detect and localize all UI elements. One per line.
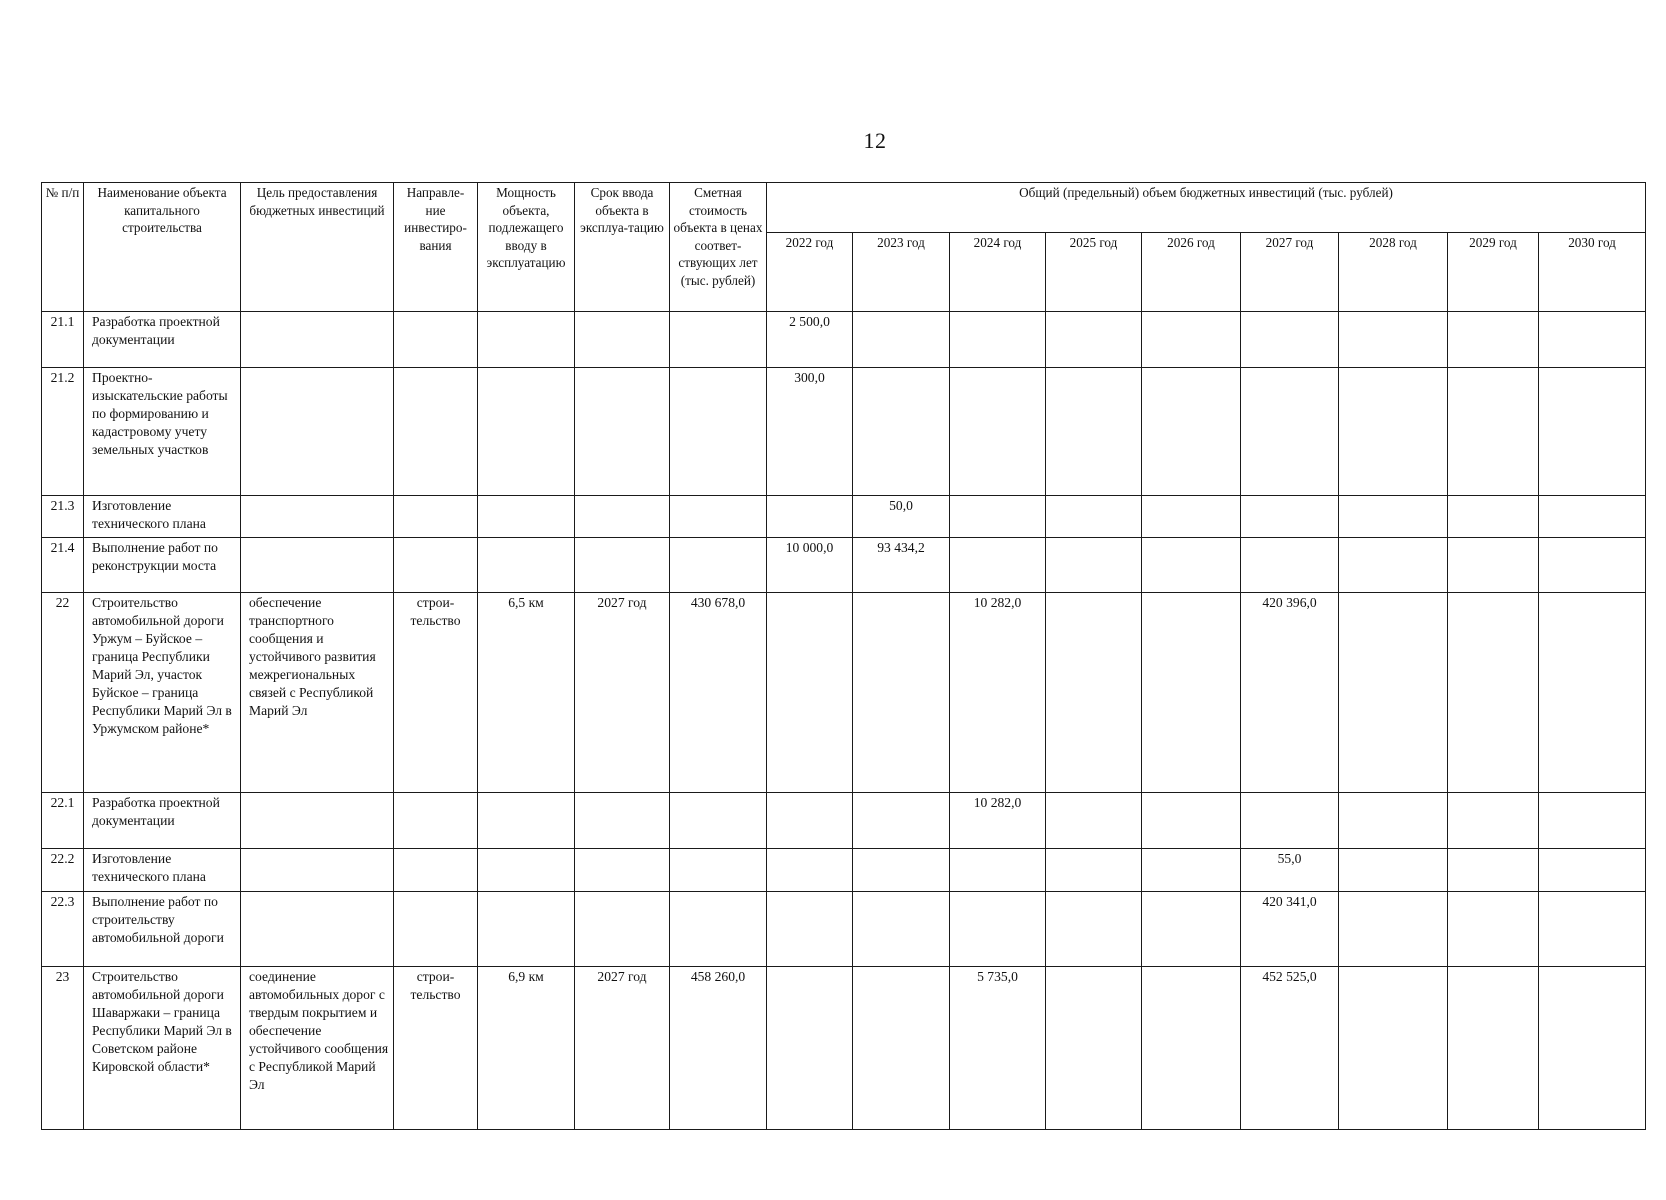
year-value: 452 525,0 <box>1241 967 1339 1130</box>
header-capacity: Мощность объекта, подлежащего вводу в эксплуатацию <box>478 183 575 312</box>
investment-goal <box>241 849 394 892</box>
object-name: Разработка проектной документации <box>84 793 241 849</box>
estimated-cost <box>670 793 767 849</box>
year-value <box>1448 892 1539 967</box>
row-number: 22 <box>42 593 84 793</box>
investment-goal <box>241 312 394 368</box>
year-value <box>950 849 1046 892</box>
year-value <box>1046 312 1142 368</box>
object-name: Изготовление технического плана <box>84 849 241 892</box>
year-value <box>950 368 1046 496</box>
investment-direction <box>394 538 478 593</box>
year-value <box>1046 892 1142 967</box>
year-value <box>950 496 1046 538</box>
year-value <box>767 892 853 967</box>
year-value <box>1539 849 1646 892</box>
commissioning-term <box>575 538 670 593</box>
header-year: 2027 год <box>1241 233 1339 312</box>
year-value: 93 434,2 <box>853 538 950 593</box>
header-object-name: Наименование объекта капитального строительства <box>84 183 241 312</box>
year-value <box>1142 496 1241 538</box>
year-value <box>1339 312 1448 368</box>
investment-direction <box>394 368 478 496</box>
year-value <box>1046 849 1142 892</box>
header-year: 2030 год <box>1539 233 1646 312</box>
estimated-cost: 430 678,0 <box>670 593 767 793</box>
year-value <box>1142 593 1241 793</box>
investment-direction: строи-тельство <box>394 593 478 793</box>
year-value <box>1539 967 1646 1130</box>
table-header <box>42 183 1646 312</box>
estimated-cost <box>670 496 767 538</box>
object-name: Строительство автомобильной дороги Шаваржаки – граница Республики Марий Эл в Советском районе Кировской области* <box>84 967 241 1130</box>
table-row <box>42 892 1646 967</box>
year-value <box>1241 538 1339 593</box>
year-value <box>853 892 950 967</box>
year-value <box>1539 538 1646 593</box>
year-value <box>1142 368 1241 496</box>
year-value <box>1241 368 1339 496</box>
year-value: 2 500,0 <box>767 312 853 368</box>
year-value <box>1339 368 1448 496</box>
row-number: 21.2 <box>42 368 84 496</box>
year-value <box>767 849 853 892</box>
commissioning-term <box>575 892 670 967</box>
header-year: 2028 год <box>1339 233 1448 312</box>
header-commissioning-term: Срок ввода объекта в эксплуа-тацию <box>575 183 670 312</box>
investment-goal: соединение автомобильных дорог с твердым покрытием и обеспечение устойчивого сообщения с Республикой Марий Эл <box>241 967 394 1130</box>
object-name: Выполнение работ по строительству автомобильной дороги <box>84 892 241 967</box>
object-name: Выполнение работ по реконструкции моста <box>84 538 241 593</box>
year-value: 300,0 <box>767 368 853 496</box>
row-number: 21.4 <box>42 538 84 593</box>
header-estimated-cost: Сметная стоимость объекта в ценах соответ-ствующих лет (тыс. рублей) <box>670 183 767 312</box>
investment-goal <box>241 538 394 593</box>
year-value <box>767 496 853 538</box>
estimated-cost <box>670 538 767 593</box>
investment-direction <box>394 892 478 967</box>
year-value <box>1339 892 1448 967</box>
object-capacity <box>478 538 575 593</box>
investment-goal <box>241 793 394 849</box>
year-value <box>1142 849 1241 892</box>
estimated-cost <box>670 849 767 892</box>
year-value <box>1142 967 1241 1130</box>
year-value <box>1448 538 1539 593</box>
year-value <box>767 793 853 849</box>
header-total-investment: Общий (предельный) объем бюджетных инвестиций (тыс. рублей) <box>767 183 1646 233</box>
year-value <box>1539 312 1646 368</box>
year-value <box>1046 538 1142 593</box>
header-year: 2023 год <box>853 233 950 312</box>
table-body <box>42 312 1646 1130</box>
year-value: 50,0 <box>853 496 950 538</box>
investment-direction <box>394 312 478 368</box>
commissioning-term <box>575 496 670 538</box>
object-capacity <box>478 368 575 496</box>
header-direction: Направле-ние инвестиро-вания <box>394 183 478 312</box>
object-capacity <box>478 849 575 892</box>
year-value <box>853 849 950 892</box>
year-value <box>1539 496 1646 538</box>
header-year: 2022 год <box>767 233 853 312</box>
year-value <box>1448 368 1539 496</box>
table-row <box>42 593 1646 793</box>
table-row <box>42 496 1646 538</box>
row-number: 21.3 <box>42 496 84 538</box>
commissioning-term <box>575 793 670 849</box>
year-value <box>853 593 950 793</box>
year-value <box>1142 793 1241 849</box>
year-value <box>1046 496 1142 538</box>
table-row <box>42 312 1646 368</box>
year-value <box>1448 496 1539 538</box>
year-value <box>1046 368 1142 496</box>
year-value <box>853 368 950 496</box>
investment-goal <box>241 368 394 496</box>
object-name: Строительство автомобильной дороги Уржум – Буйское – граница Республики Марий Эл, участок Буйское – граница Республики Марий Эл в Уржумском районе* <box>84 593 241 793</box>
year-value <box>1448 312 1539 368</box>
year-value <box>1539 892 1646 967</box>
commissioning-term: 2027 год <box>575 593 670 793</box>
row-number: 23 <box>42 967 84 1130</box>
header-year: 2029 год <box>1448 233 1539 312</box>
estimated-cost: 458 260,0 <box>670 967 767 1130</box>
estimated-cost <box>670 368 767 496</box>
header-year: 2026 год <box>1142 233 1241 312</box>
year-value <box>1241 312 1339 368</box>
object-capacity <box>478 496 575 538</box>
estimated-cost <box>670 312 767 368</box>
header-goal: Цель предоставления бюджетных инвестиций <box>241 183 394 312</box>
row-number: 22.1 <box>42 793 84 849</box>
year-value <box>1448 593 1539 793</box>
header-row-top <box>42 183 1646 233</box>
commissioning-term <box>575 849 670 892</box>
year-value <box>1339 849 1448 892</box>
year-value <box>853 793 950 849</box>
row-number: 21.1 <box>42 312 84 368</box>
commissioning-term: 2027 год <box>575 967 670 1130</box>
year-value <box>950 312 1046 368</box>
year-value <box>1046 793 1142 849</box>
year-value <box>853 967 950 1130</box>
year-value <box>1142 538 1241 593</box>
investment-goal <box>241 892 394 967</box>
year-value <box>1539 593 1646 793</box>
row-number: 22.2 <box>42 849 84 892</box>
year-value <box>1339 538 1448 593</box>
commissioning-term <box>575 368 670 496</box>
budget-investment-table <box>41 182 1646 1130</box>
year-value: 10 000,0 <box>767 538 853 593</box>
page-number: 12 <box>863 128 887 153</box>
year-value: 420 341,0 <box>1241 892 1339 967</box>
object-capacity: 6,5 км <box>478 593 575 793</box>
year-value <box>1241 793 1339 849</box>
year-value <box>1539 793 1646 849</box>
year-value <box>1241 496 1339 538</box>
header-year: 2024 год <box>950 233 1046 312</box>
year-value <box>1046 593 1142 793</box>
year-value: 420 396,0 <box>1241 593 1339 793</box>
table-row <box>42 967 1646 1130</box>
year-value <box>950 892 1046 967</box>
investment-goal: обеспечение транспортного сообщения и устойчивого развития межрегиональных связей с Республикой Марий Эл <box>241 593 394 793</box>
year-value: 10 282,0 <box>950 593 1046 793</box>
year-value <box>1046 967 1142 1130</box>
table-row <box>42 538 1646 593</box>
investment-direction: строи-тельство <box>394 967 478 1130</box>
year-value <box>1448 967 1539 1130</box>
year-value: 55,0 <box>1241 849 1339 892</box>
object-name: Проектно-изыскательские работы по формированию и кадастровому учету земельных участков <box>84 368 241 496</box>
object-capacity: 6,9 км <box>478 967 575 1130</box>
row-number: 22.3 <box>42 892 84 967</box>
table-row <box>42 368 1646 496</box>
year-value <box>1339 793 1448 849</box>
commissioning-term <box>575 312 670 368</box>
object-capacity <box>478 793 575 849</box>
year-value <box>1142 892 1241 967</box>
investment-goal <box>241 496 394 538</box>
year-value <box>767 967 853 1130</box>
investment-direction <box>394 849 478 892</box>
table-row <box>42 793 1646 849</box>
year-value <box>1448 793 1539 849</box>
year-value: 10 282,0 <box>950 793 1046 849</box>
estimated-cost <box>670 892 767 967</box>
year-value <box>1448 849 1539 892</box>
year-value: 5 735,0 <box>950 967 1046 1130</box>
table-row <box>42 849 1646 892</box>
header-year: 2025 год <box>1046 233 1142 312</box>
header-number: № п/п <box>42 183 84 312</box>
year-value <box>1539 368 1646 496</box>
object-name: Разработка проектной документации <box>84 312 241 368</box>
object-capacity <box>478 312 575 368</box>
year-value <box>950 538 1046 593</box>
year-value <box>1339 967 1448 1130</box>
year-value <box>1339 496 1448 538</box>
year-value <box>767 593 853 793</box>
year-value <box>853 312 950 368</box>
year-value <box>1142 312 1241 368</box>
investment-direction <box>394 793 478 849</box>
year-value <box>1339 593 1448 793</box>
object-name: Изготовление технического плана <box>84 496 241 538</box>
investment-direction <box>394 496 478 538</box>
object-capacity <box>478 892 575 967</box>
